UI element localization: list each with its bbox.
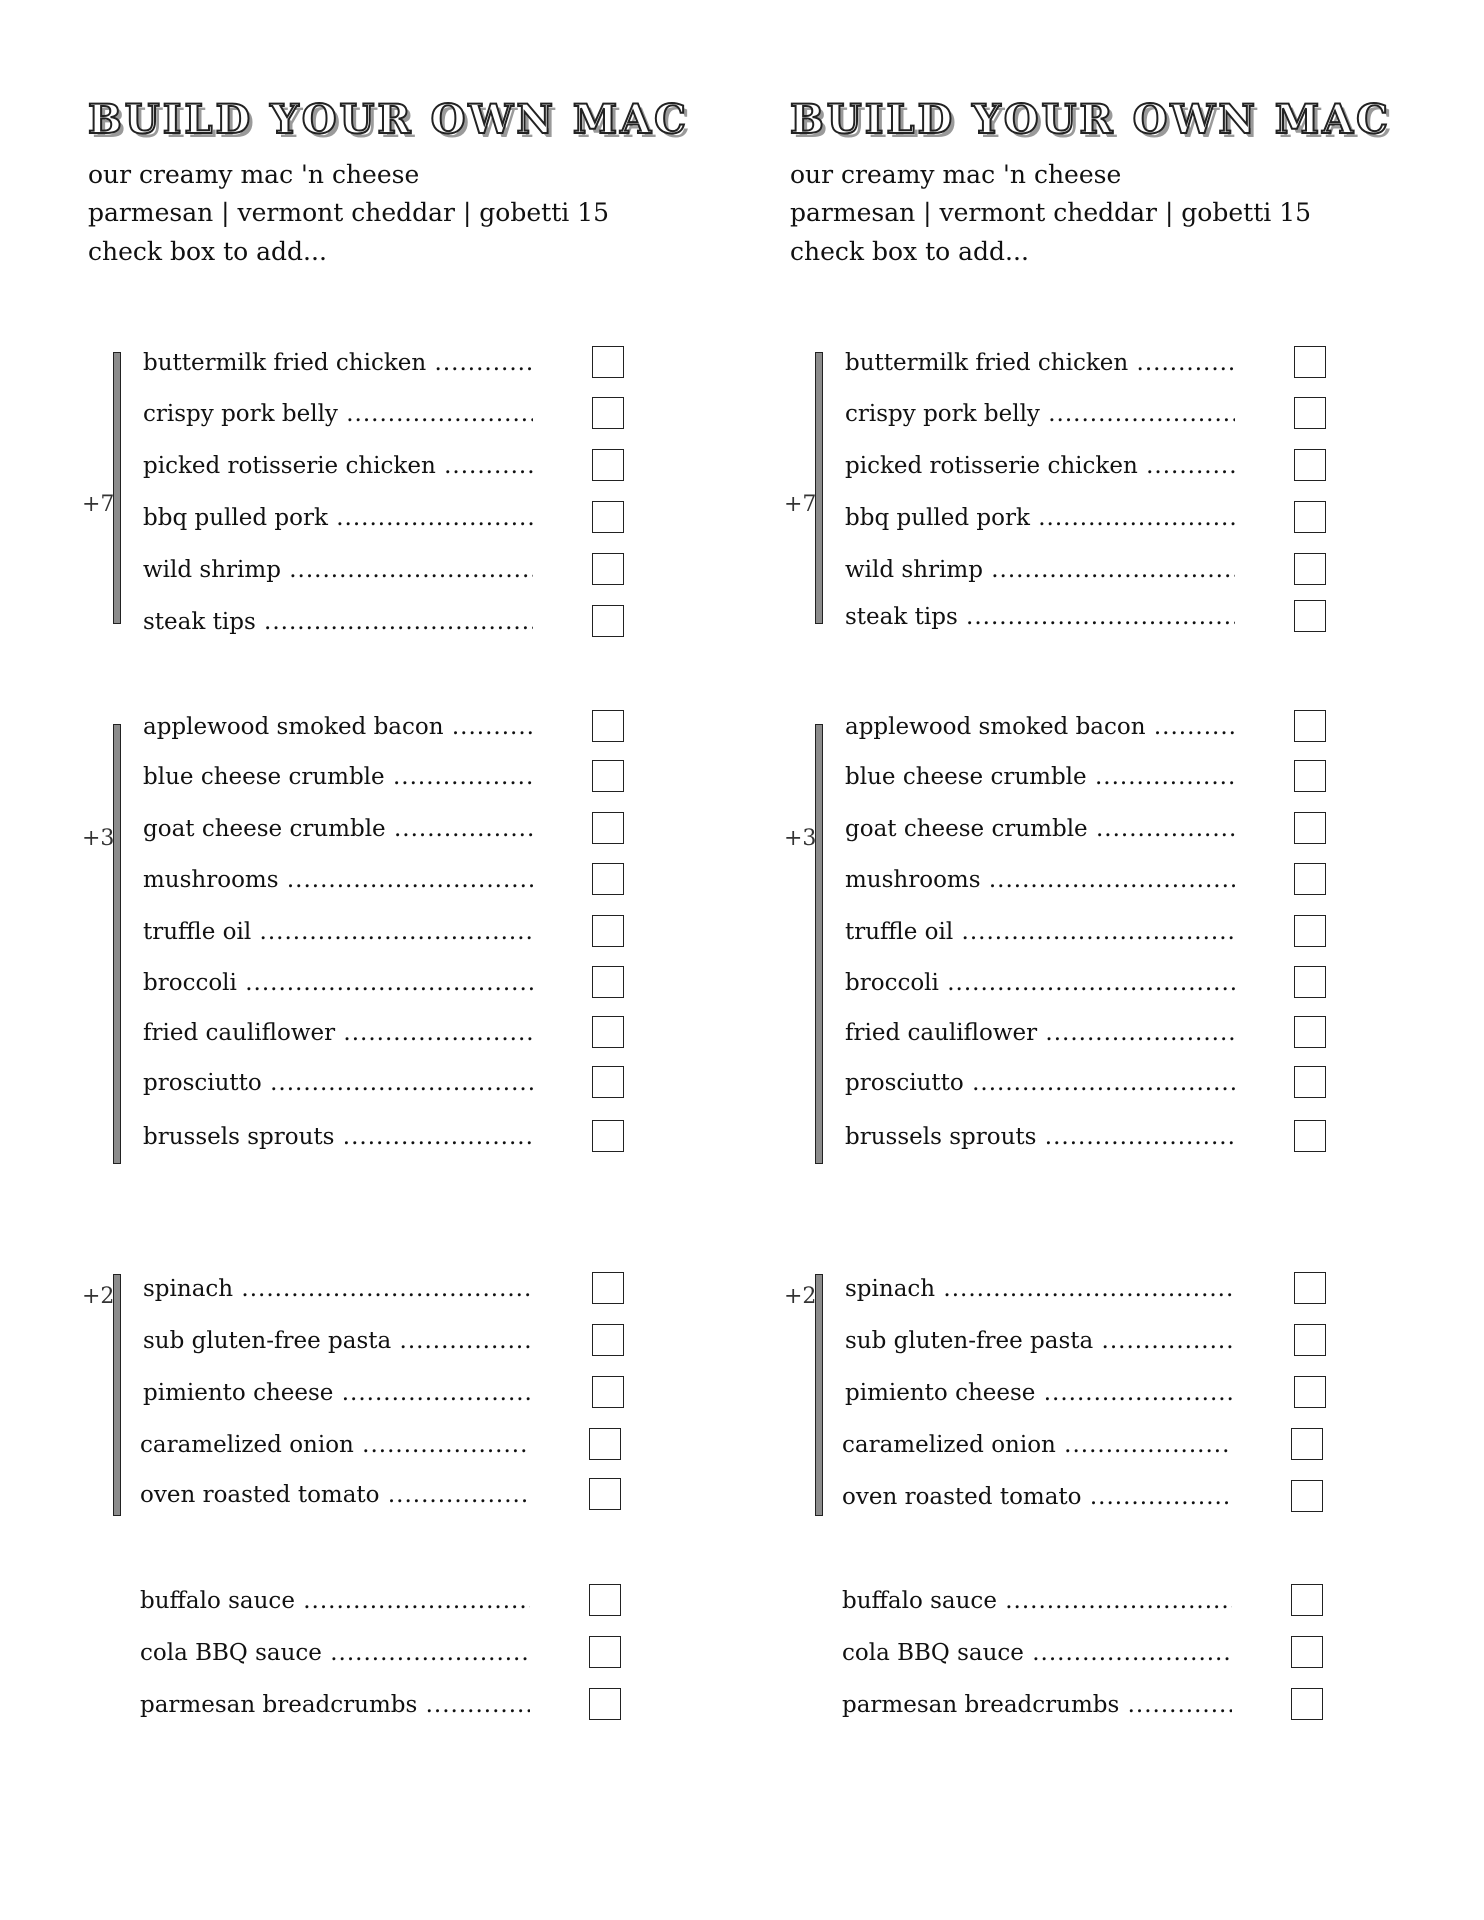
item-name: broccoli ..... bbox=[143, 970, 533, 996]
add-checkbox[interactable] bbox=[1294, 1324, 1326, 1356]
group-price: +2 bbox=[82, 1284, 115, 1309]
item-name: buffalo sauce ..... bbox=[842, 1588, 1232, 1614]
list-item bbox=[143, 553, 633, 587]
list-item bbox=[845, 1016, 1335, 1050]
list-item bbox=[143, 1324, 633, 1358]
menu-title: BUILD YOUR OWN MAC bbox=[88, 96, 689, 143]
add-checkbox[interactable] bbox=[592, 1272, 624, 1304]
item-name: steak tips ..... bbox=[845, 604, 1235, 630]
item-name: pimiento cheese ..... bbox=[845, 1380, 1235, 1406]
add-checkbox[interactable] bbox=[592, 760, 624, 792]
add-checkbox[interactable] bbox=[592, 1324, 624, 1356]
list-item bbox=[143, 501, 633, 535]
add-checkbox[interactable] bbox=[1294, 863, 1326, 895]
list-item bbox=[143, 966, 633, 1000]
add-checkbox[interactable] bbox=[592, 346, 624, 378]
intro-line: check box to add... bbox=[790, 237, 1029, 266]
list-item bbox=[845, 397, 1335, 431]
item-name: cola BBQ sauce ..... bbox=[140, 1640, 530, 1666]
add-checkbox[interactable] bbox=[1294, 710, 1326, 742]
list-item bbox=[143, 397, 633, 431]
list-item bbox=[845, 1272, 1335, 1306]
list-item bbox=[842, 1480, 1332, 1514]
item-name: picked rotisserie chicken ..... bbox=[845, 453, 1235, 479]
group-bracket bbox=[815, 1274, 823, 1516]
list-item bbox=[143, 1272, 633, 1306]
list-item bbox=[845, 1120, 1335, 1154]
add-checkbox[interactable] bbox=[1294, 501, 1326, 533]
list-item bbox=[845, 966, 1335, 1000]
group-bracket bbox=[113, 1274, 121, 1516]
list-item bbox=[143, 449, 633, 483]
group-price: +3 bbox=[784, 826, 817, 851]
add-checkbox[interactable] bbox=[592, 1016, 624, 1048]
item-name: fried cauliflower ..... bbox=[143, 1020, 533, 1046]
item-name: spinach ..... bbox=[143, 1276, 533, 1302]
item-name: caramelized onion ..... bbox=[842, 1432, 1232, 1458]
list-item bbox=[143, 1066, 633, 1100]
group-price: +3 bbox=[82, 826, 115, 851]
item-name: picked rotisserie chicken ..... bbox=[143, 453, 533, 479]
intro-line: our creamy mac 'n cheese bbox=[88, 160, 420, 189]
group-price: +7 bbox=[784, 492, 817, 517]
intro-line: parmesan | vermont cheddar | gobetti 15 bbox=[88, 198, 610, 227]
list-item bbox=[845, 346, 1335, 380]
item-name: goat cheese crumble ..... bbox=[143, 816, 533, 842]
menu-card-left bbox=[82, 0, 689, 1920]
list-item bbox=[842, 1584, 1332, 1618]
add-checkbox[interactable] bbox=[592, 397, 624, 429]
item-name: sub gluten-free pasta ..... bbox=[845, 1328, 1235, 1354]
group-bracket bbox=[815, 352, 823, 624]
list-item bbox=[143, 1016, 633, 1050]
add-checkbox[interactable] bbox=[592, 553, 624, 585]
item-name: cola BBQ sauce ..... bbox=[842, 1640, 1232, 1666]
add-checkbox[interactable] bbox=[589, 1636, 621, 1668]
add-checkbox[interactable] bbox=[1294, 1272, 1326, 1304]
item-name: wild shrimp ..... bbox=[845, 557, 1235, 583]
group-price: +7 bbox=[82, 492, 115, 517]
item-name: goat cheese crumble ..... bbox=[845, 816, 1235, 842]
list-item bbox=[845, 1324, 1335, 1358]
add-checkbox[interactable] bbox=[592, 863, 624, 895]
add-checkbox[interactable] bbox=[1294, 915, 1326, 947]
add-checkbox[interactable] bbox=[1294, 1016, 1326, 1048]
menu-card-right bbox=[784, 0, 1391, 1920]
item-name: bbq pulled pork ..... bbox=[845, 505, 1235, 531]
add-checkbox[interactable] bbox=[589, 1584, 621, 1616]
item-name: caramelized onion ..... bbox=[140, 1432, 530, 1458]
add-checkbox[interactable] bbox=[1294, 966, 1326, 998]
item-name: brussels sprouts ..... bbox=[845, 1124, 1235, 1150]
add-checkbox[interactable] bbox=[589, 1428, 621, 1460]
add-checkbox[interactable] bbox=[589, 1478, 621, 1510]
group-bracket bbox=[113, 724, 121, 1164]
list-item bbox=[140, 1478, 630, 1512]
list-item bbox=[845, 600, 1335, 634]
list-item bbox=[140, 1584, 630, 1618]
item-name: buttermilk fried chicken ..... bbox=[845, 350, 1235, 376]
add-checkbox[interactable] bbox=[592, 1066, 624, 1098]
item-name: steak tips ..... bbox=[143, 609, 533, 635]
group-price: +2 bbox=[784, 1284, 817, 1309]
item-name: mushrooms ..... bbox=[845, 867, 1235, 893]
list-item bbox=[143, 710, 633, 744]
list-item bbox=[845, 553, 1335, 587]
list-item bbox=[143, 863, 633, 897]
add-checkbox[interactable] bbox=[592, 710, 624, 742]
list-item bbox=[842, 1636, 1332, 1670]
add-checkbox[interactable] bbox=[1294, 449, 1326, 481]
list-item bbox=[143, 812, 633, 846]
group-bracket bbox=[815, 724, 823, 1164]
list-item bbox=[845, 760, 1335, 794]
add-checkbox[interactable] bbox=[1294, 600, 1326, 632]
item-name: buttermilk fried chicken ..... bbox=[143, 350, 533, 376]
item-name: mushrooms ..... bbox=[143, 867, 533, 893]
add-checkbox[interactable] bbox=[592, 605, 624, 637]
add-checkbox[interactable] bbox=[1291, 1584, 1323, 1616]
item-name: crispy pork belly ..... bbox=[845, 401, 1235, 427]
item-name: spinach ..... bbox=[845, 1276, 1235, 1302]
item-name: parmesan breadcrumbs ..... bbox=[842, 1692, 1232, 1718]
list-item bbox=[140, 1636, 630, 1670]
list-item bbox=[143, 1120, 633, 1154]
list-item bbox=[845, 501, 1335, 535]
list-item bbox=[143, 605, 633, 639]
list-item bbox=[140, 1428, 630, 1462]
add-checkbox[interactable] bbox=[592, 915, 624, 947]
menu-title: BUILD YOUR OWN MAC bbox=[790, 96, 1391, 143]
add-checkbox[interactable] bbox=[589, 1688, 621, 1720]
add-checkbox[interactable] bbox=[1291, 1636, 1323, 1668]
item-name: prosciutto ..... bbox=[845, 1070, 1235, 1096]
item-name: applewood smoked bacon ..... bbox=[143, 714, 533, 740]
list-item bbox=[845, 812, 1335, 846]
intro-line: parmesan | vermont cheddar | gobetti 15 bbox=[790, 198, 1312, 227]
item-name: fried cauliflower ..... bbox=[845, 1020, 1235, 1046]
item-name: sub gluten-free pasta ..... bbox=[143, 1328, 533, 1354]
add-checkbox[interactable] bbox=[1294, 760, 1326, 792]
intro-line: check box to add... bbox=[88, 237, 327, 266]
item-name: parmesan breadcrumbs ..... bbox=[140, 1692, 530, 1718]
add-checkbox[interactable] bbox=[1294, 397, 1326, 429]
item-name: truffle oil ..... bbox=[143, 919, 533, 945]
list-item bbox=[845, 1376, 1335, 1410]
list-item bbox=[845, 863, 1335, 897]
list-item bbox=[143, 760, 633, 794]
list-item bbox=[143, 346, 633, 380]
item-name: blue cheese crumble ..... bbox=[845, 764, 1235, 790]
item-name: prosciutto ..... bbox=[143, 1070, 533, 1096]
group-bracket bbox=[113, 352, 121, 624]
item-name: blue cheese crumble ..... bbox=[143, 764, 533, 790]
item-name: bbq pulled pork ..... bbox=[143, 505, 533, 531]
add-checkbox[interactable] bbox=[592, 966, 624, 998]
add-checkbox[interactable] bbox=[592, 501, 624, 533]
item-name: oven roasted tomato ..... bbox=[842, 1484, 1232, 1510]
list-item bbox=[842, 1688, 1332, 1722]
list-item bbox=[845, 915, 1335, 949]
add-checkbox[interactable] bbox=[1294, 553, 1326, 585]
item-name: pimiento cheese ..... bbox=[143, 1380, 533, 1406]
list-item bbox=[842, 1428, 1332, 1462]
item-name: oven roasted tomato ..... bbox=[140, 1482, 530, 1508]
add-checkbox[interactable] bbox=[1291, 1688, 1323, 1720]
item-name: crispy pork belly ..... bbox=[143, 401, 533, 427]
add-checkbox[interactable] bbox=[1294, 346, 1326, 378]
item-name: wild shrimp ..... bbox=[143, 557, 533, 583]
list-item bbox=[143, 1376, 633, 1410]
list-item bbox=[140, 1688, 630, 1722]
item-name: brussels sprouts ..... bbox=[143, 1124, 533, 1150]
add-checkbox[interactable] bbox=[1294, 1376, 1326, 1408]
add-checkbox[interactable] bbox=[1291, 1428, 1323, 1460]
list-item bbox=[845, 449, 1335, 483]
add-checkbox[interactable] bbox=[592, 812, 624, 844]
add-checkbox[interactable] bbox=[1291, 1480, 1323, 1512]
item-name: broccoli ..... bbox=[845, 970, 1235, 996]
intro-line: our creamy mac 'n cheese bbox=[790, 160, 1122, 189]
item-name: buffalo sauce ..... bbox=[140, 1588, 530, 1614]
add-checkbox[interactable] bbox=[592, 1376, 624, 1408]
add-checkbox[interactable] bbox=[592, 449, 624, 481]
add-checkbox[interactable] bbox=[1294, 812, 1326, 844]
item-name: applewood smoked bacon ..... bbox=[845, 714, 1235, 740]
add-checkbox[interactable] bbox=[1294, 1066, 1326, 1098]
list-item bbox=[845, 710, 1335, 744]
list-item bbox=[845, 1066, 1335, 1100]
add-checkbox[interactable] bbox=[592, 1120, 624, 1152]
list-item bbox=[143, 915, 633, 949]
add-checkbox[interactable] bbox=[1294, 1120, 1326, 1152]
item-name: truffle oil ..... bbox=[845, 919, 1235, 945]
